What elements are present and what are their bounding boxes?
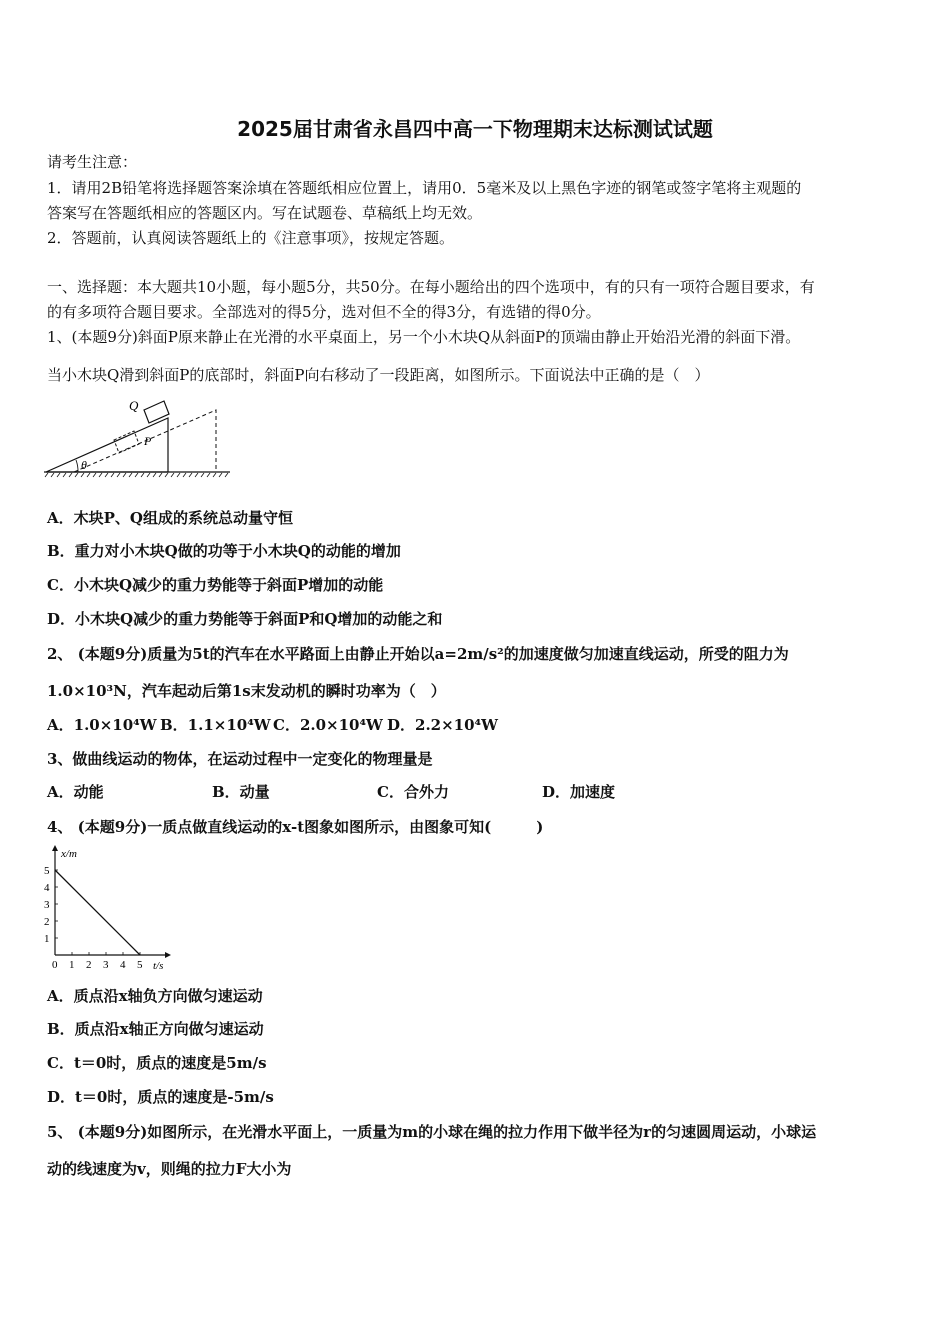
q3-option-b[interactable]: B．动量 xyxy=(212,783,270,801)
notice-line-1b: 答案写在答题纸相应的答题区内。写在试题卷、草稿纸上均无效。 xyxy=(47,204,483,222)
q4-option-d[interactable]: D．t＝0时，质点的速度是-5m/s xyxy=(47,1088,274,1106)
q4-option-a[interactable]: A．质点沿x轴负方向做匀速运动 xyxy=(47,987,263,1005)
x-tick-label: 2 xyxy=(86,959,92,971)
x-tick-label: 0 xyxy=(52,959,58,971)
q1-option-b[interactable]: B．重力对小木块Q做的功等于小木块Q的动能的增加 xyxy=(47,542,401,560)
label-theta: θ xyxy=(81,458,87,472)
label-p: P xyxy=(144,434,152,448)
q3-option-c[interactable]: C．合外力 xyxy=(377,783,449,801)
q2-stem-1: 2、 (本题9分)质量为5t的汽车在水平路面上由静止开始以a=2m/s²的加速度做匀加速直线运动，所受的阻力为 xyxy=(47,645,789,663)
x-tick-label: 5 xyxy=(137,959,143,971)
y-tick-label: 5 xyxy=(44,865,50,877)
q3-option-a[interactable]: A．动能 xyxy=(47,783,104,801)
q2-option-a[interactable]: A．1.0×10⁴W xyxy=(47,716,157,734)
x-tick-label: 4 xyxy=(120,959,126,971)
q2-option-d[interactable]: D．2.2×10⁴W xyxy=(387,716,498,734)
notice-heading: 请考生注意： xyxy=(47,153,138,171)
label-q: Q xyxy=(129,398,139,413)
page-title: 2025届甘肃省永昌四中高一下物理期末达标测试试题 xyxy=(237,117,713,141)
y-axis-label: x/m xyxy=(61,848,77,860)
q3-stem: 3、做曲线运动的物体，在运动过程中一定变化的物理量是 xyxy=(47,750,433,768)
q1-option-c[interactable]: C．小木块Q减少的重力势能等于斜面P增加的动能 xyxy=(47,576,384,594)
x-tick-label: 1 xyxy=(69,959,75,971)
q3-option-d[interactable]: D．加速度 xyxy=(542,783,616,801)
section-line-2: 的有多项符合题目要求。全部选对的得5分，选对但不全的得3分，有选错的得0分。 xyxy=(47,303,601,321)
x-axis-label: t/s xyxy=(153,960,164,972)
x-tick-label: 3 xyxy=(103,959,109,971)
section-line-1: 一、选择题：本大题共10小题，每小题5分，共50分。在每小题给出的四个选项中，有的只有一项符合题目要求，有 xyxy=(47,278,815,296)
q4-stem: 4、 (本题9分)一质点做直线运动的x-t图象如图所示，由图象可知( ) xyxy=(47,818,544,836)
series-line xyxy=(55,870,140,955)
q4-option-c[interactable]: C．t＝0时，质点的速度是5m/s xyxy=(47,1054,267,1072)
y-axis-arrow xyxy=(52,845,58,851)
x-axis-arrow xyxy=(165,952,171,958)
q2-option-b[interactable]: B．1.1×10⁴W xyxy=(160,716,271,734)
q1-stem-2: 当小木块Q滑到斜面P的底部时，斜面P向右移动了一段距离，如图所示。下面说法中正确的是（ ） xyxy=(47,366,710,384)
y-tick-label: 4 xyxy=(44,882,50,894)
q2-option-c[interactable]: C．2.0×10⁴W xyxy=(273,716,383,734)
q1-option-a[interactable]: A．木块P、Q组成的系统总动量守恒 xyxy=(47,509,293,527)
q5-stem-2: 动的线速度为v，则绳的拉力F大小为 xyxy=(47,1160,292,1178)
q1-stem-1: 1、(本题9分)斜面P原来静止在光滑的水平桌面上，另一个小木块Q从斜面P的顶端由静止开始沿光滑的斜面下滑。 xyxy=(47,328,801,346)
y-tick-label: 1 xyxy=(44,933,50,945)
q5-stem-1: 5、 (本题9分)如图所示，在光滑水平面上，一质量为m的小球在绳的拉力作用下做半径为r的匀速圆周运动，小球运 xyxy=(47,1123,817,1141)
q4-option-b[interactable]: B．质点沿x轴正方向做匀速运动 xyxy=(47,1020,264,1038)
q2-stem-2: 1.0×10³N，汽车起动后第1s末发动机的瞬时功率为（ ） xyxy=(47,682,446,700)
xt-chart xyxy=(40,843,175,975)
notice-line-1: 1．请用2B铅笔将选择题答案涂填在答题纸相应位置上，请用0．5毫米及以上黑色字迹的钢笔或签字笔将主观题的 xyxy=(47,179,802,197)
y-tick-label: 2 xyxy=(44,916,50,928)
notice-line-2: 2．答题前，认真阅读答题纸上的《注意事项》，按规定答题。 xyxy=(47,229,455,247)
incline-figure xyxy=(44,390,234,478)
q1-option-d[interactable]: D．小木块Q减少的重力势能等于斜面P和Q增加的动能之和 xyxy=(47,610,443,628)
y-tick-label: 3 xyxy=(44,899,50,911)
